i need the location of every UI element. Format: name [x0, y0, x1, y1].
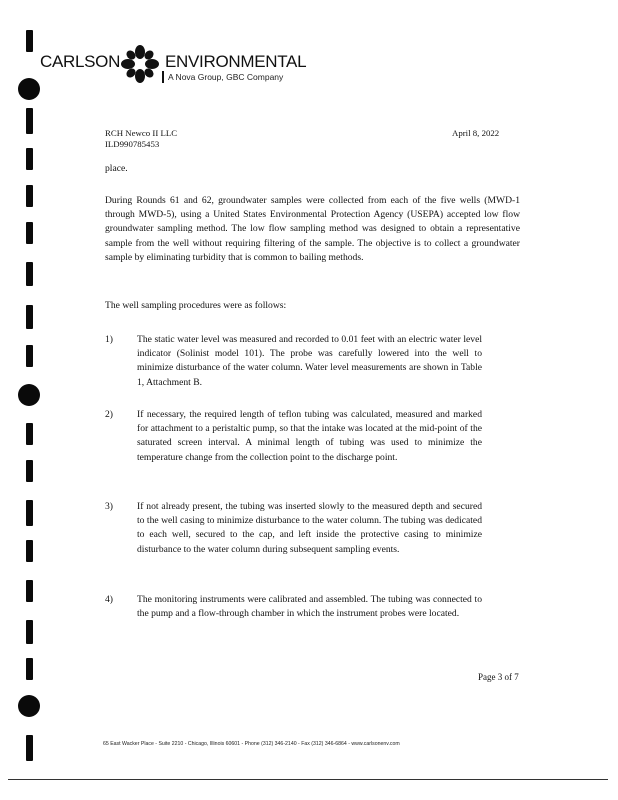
binding-bar [26, 108, 33, 134]
letter-date: April 8, 2022 [452, 128, 500, 138]
binding-bar [26, 185, 33, 207]
binding-bar [26, 30, 33, 52]
binding-hole [18, 695, 40, 717]
binding-bar [26, 500, 33, 526]
binding-bar [26, 423, 33, 445]
tagline-divider [162, 71, 164, 83]
flower-logo-icon [120, 44, 160, 84]
binding-bar [26, 345, 33, 367]
paragraph-sampling-method: During Rounds 61 and 62, groundwater samples were collected from each of the five wells (MWD-1 through MWD-5), using a United States Environmental Protection Agency (USEPA) accepted low flow groundwater sampling method. The low flow sampling method was designed to obtain a representative sample from the well without requiring filtering of the sample. The objective is to collect a groundwater sample by eliminating turbidity that is common to bailing methods. [105, 195, 520, 263]
procedure-number: 3) [105, 501, 113, 512]
recipient-id: ILD990785453 [105, 139, 160, 149]
procedure-text: The monitoring instruments were calibrated and assembled. The tubing was connected to the pump and a flow-through chamber in which the instrument probes were located. [137, 594, 482, 620]
footer-address: 65 East Wacker Place - Suite 2210 - Chicago, Illinois 60601 - Phone (312) 346-2140 - Fax (312) 346-6864 - www.carlsonenv.com [103, 741, 400, 747]
company-name-right: ENVIRONMENTAL [165, 52, 307, 71]
paragraph-procedures-intro: The well sampling procedures were as follows: [105, 300, 287, 311]
procedure-text: The static water level was measured and recorded to 0.01 feet with an electric water level indicator (Solinist model 101). The probe was carefully lowered into the well to minimize disturbance of the water column. Water level measurements are shown in Table 1, Attachment B. [137, 334, 482, 388]
page-number: Page 3 of 7 [478, 672, 519, 682]
procedure-number: 4) [105, 594, 113, 605]
binding-bar [26, 460, 33, 482]
recipient-name: RCH Newco II LLC [105, 128, 178, 138]
recipient-block [105, 128, 177, 150]
binding-bar [26, 148, 33, 170]
procedure-text: If necessary, the required length of teflon tubing was calculated, measured and marked for attachment to a peristaltic pump, so that the intake was located at the mid-point of the saturated screen interval. A minimal length of tubing was used to minimize the temperature change from the collection point to the discharge point. [137, 409, 482, 463]
company-logo [40, 44, 310, 90]
bottom-rule [8, 779, 608, 780]
binding-bar [26, 305, 33, 329]
procedure-number: 1) [105, 334, 113, 345]
procedure-number: 2) [105, 409, 113, 420]
binding-bar [26, 658, 33, 680]
binding-hole [18, 384, 40, 406]
procedure-text: If not already present, the tubing was inserted slowly to the measured depth and secured to the well casing to minimize disturbance to the water column. The tubing was dedicated to each well, secured to the cap, and left inside the protective casing to minimize disturbance to the water column during subsequent sampling events. [137, 501, 482, 555]
company-tagline: A Nova Group, GBC Company [168, 72, 284, 82]
company-name-left: CARLSON [40, 52, 121, 71]
binding-bar [26, 735, 33, 761]
binding-bar [26, 620, 33, 644]
paragraph-continuation: place. [105, 163, 128, 174]
binding-bar [26, 262, 33, 286]
binding-bar [26, 580, 33, 602]
binding-hole [18, 78, 40, 100]
binding-bar [26, 540, 33, 562]
binding-bar [26, 222, 33, 244]
